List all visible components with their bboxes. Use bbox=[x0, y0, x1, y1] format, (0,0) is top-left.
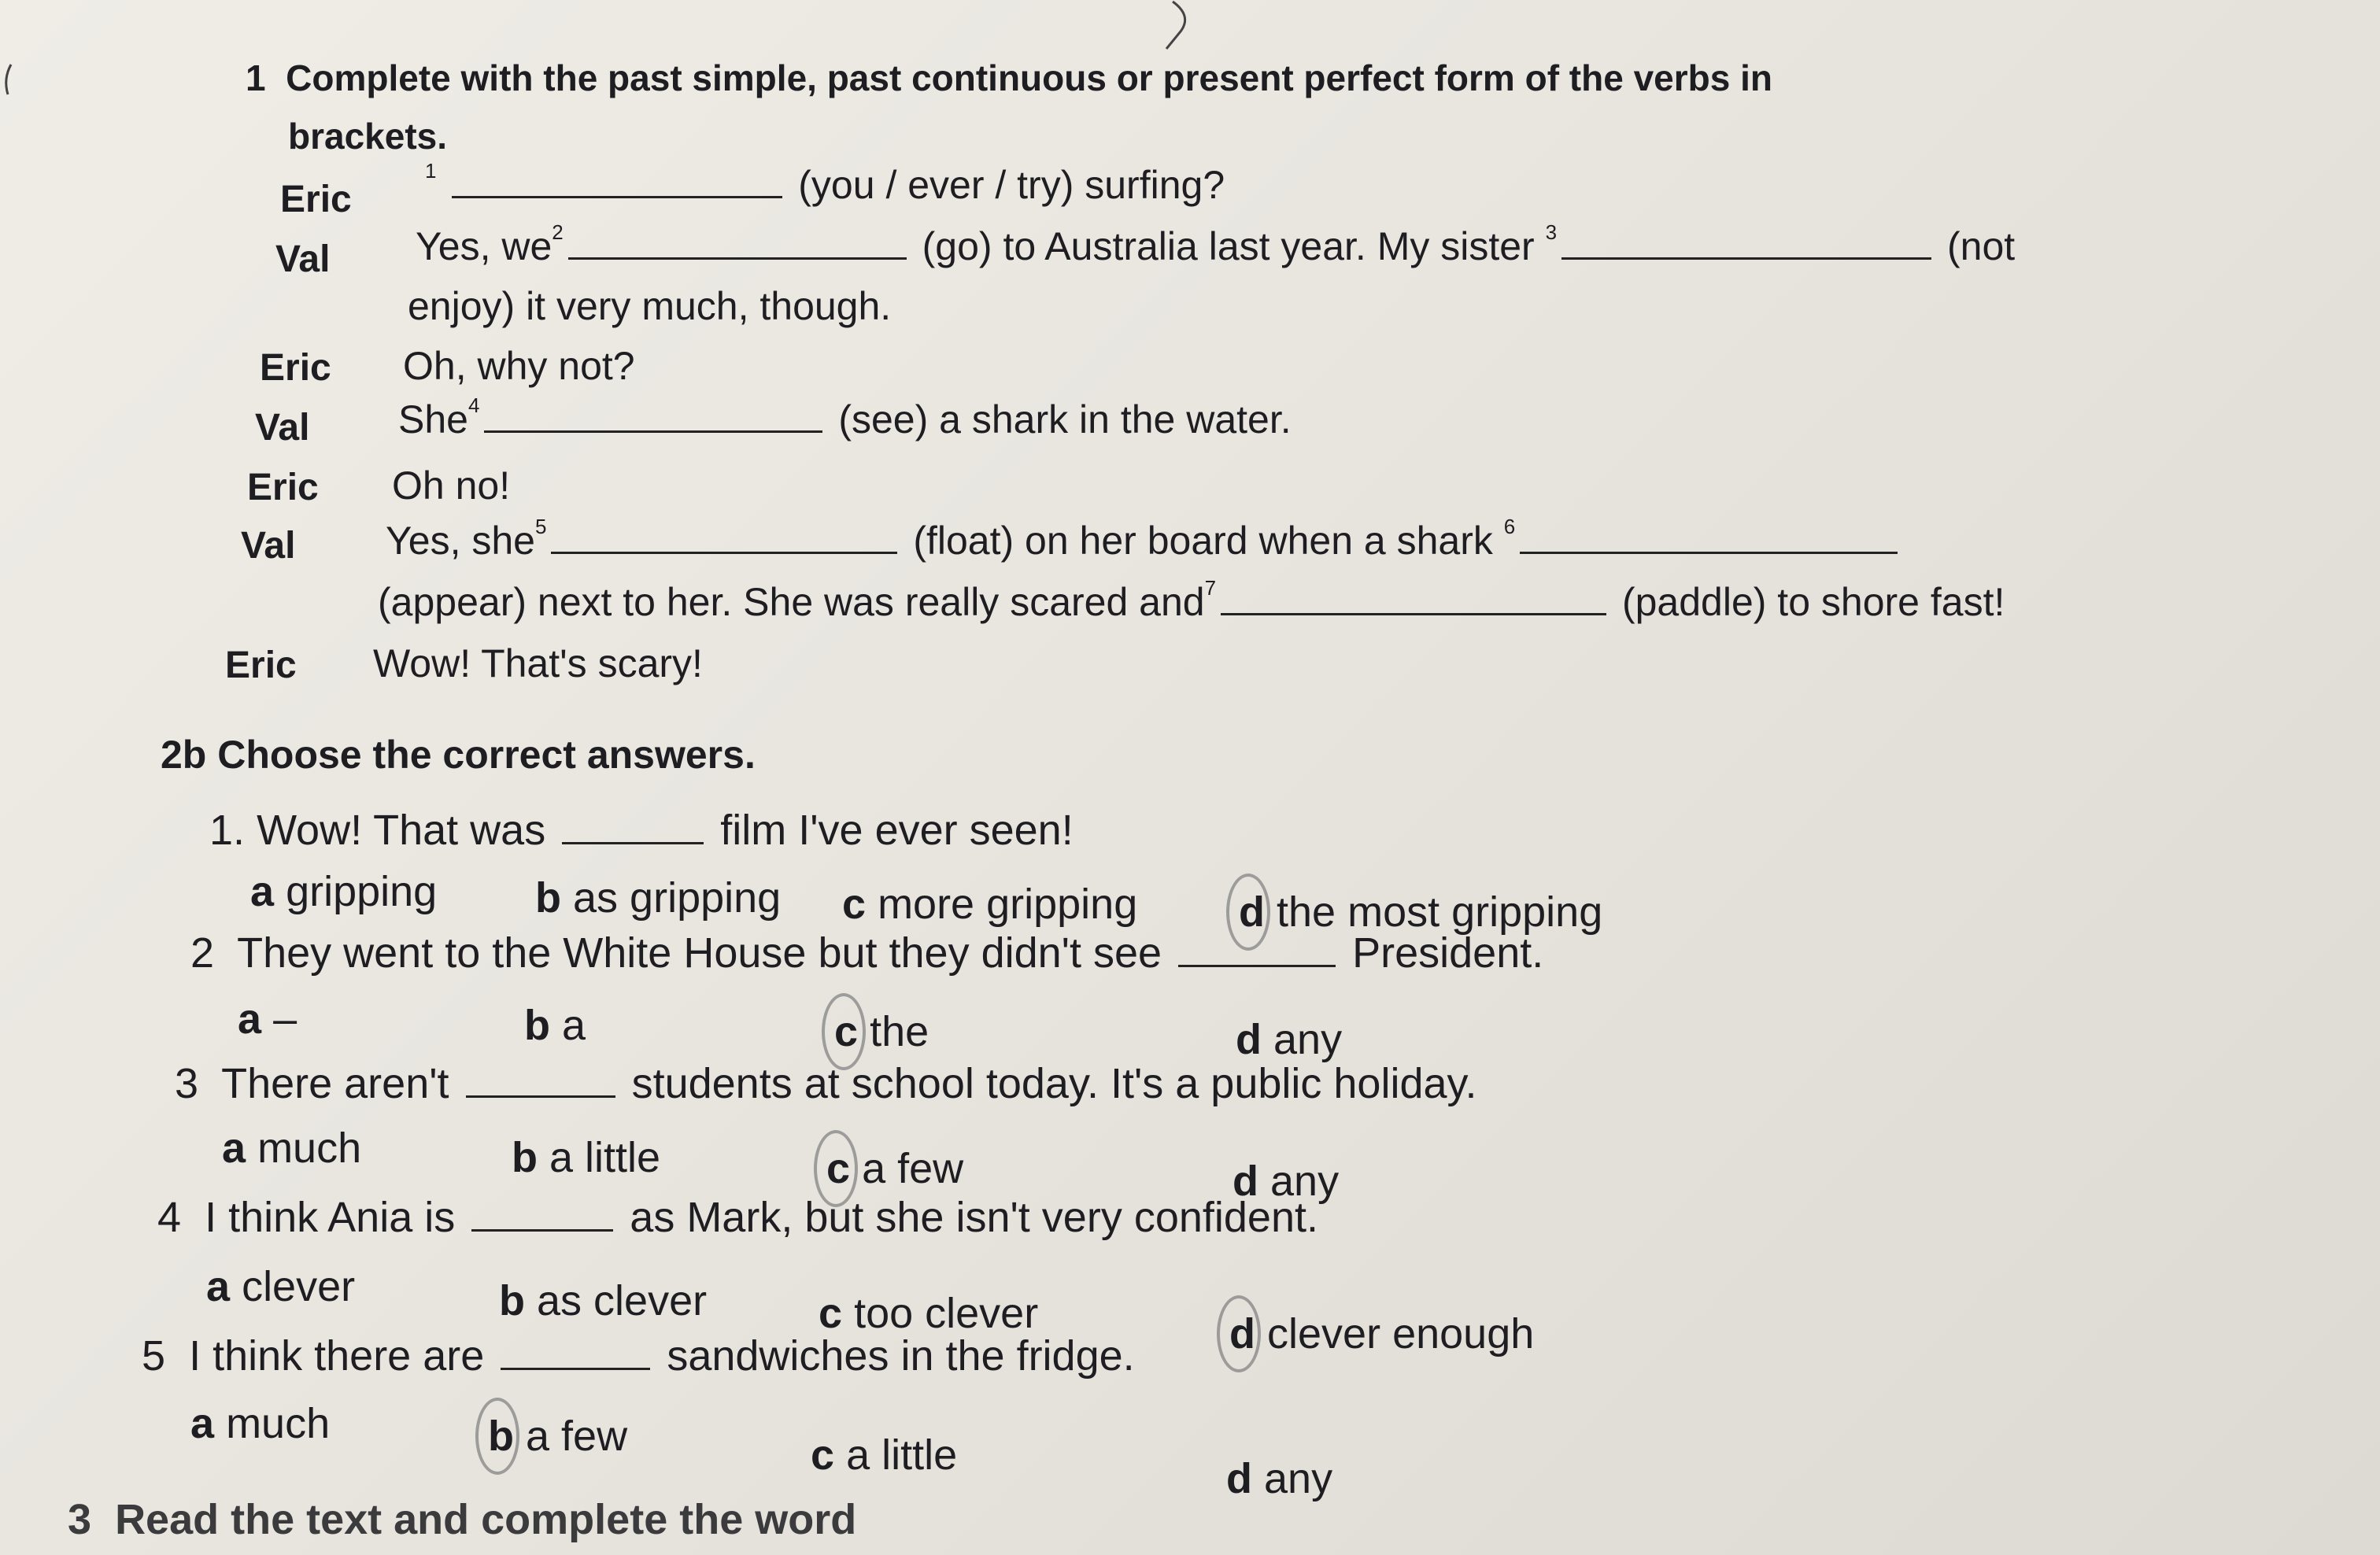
option-text: the most gripping bbox=[1277, 888, 1603, 936]
dialogue-line-1 bbox=[425, 159, 1225, 208]
ex1-instruction-line1: Complete with the past simple, past continuous or present perfect form of the verbs in bbox=[286, 57, 1772, 98]
answer-blank-q5[interactable] bbox=[501, 1336, 650, 1370]
option-letter: b bbox=[512, 1134, 538, 1181]
line-text: (appear) next to her. She was really scared and bbox=[378, 580, 1205, 624]
question-number: 4 bbox=[157, 1194, 182, 1241]
option-2a[interactable] bbox=[238, 995, 297, 1043]
option-text: too clever bbox=[854, 1290, 1039, 1337]
question-text: Wow! That was bbox=[257, 807, 546, 854]
answer-blank-5[interactable] bbox=[551, 520, 897, 554]
line-text: (you / ever / try) surfing? bbox=[798, 163, 1225, 207]
option-2b[interactable] bbox=[524, 1001, 586, 1050]
question-4 bbox=[157, 1193, 1318, 1242]
option-2d[interactable] bbox=[1236, 1015, 1342, 1064]
option-1c[interactable] bbox=[842, 880, 1137, 929]
option-text: any bbox=[1270, 1158, 1340, 1205]
option-text: any bbox=[1264, 1455, 1333, 1502]
dialogue-line-2 bbox=[416, 220, 2016, 269]
gap-number: 1 bbox=[425, 159, 437, 183]
question-number: 2 bbox=[190, 929, 215, 977]
ex1-instruction bbox=[246, 57, 1772, 99]
option-text: a few bbox=[862, 1145, 964, 1192]
option-letter: a bbox=[190, 1400, 215, 1447]
option-letter: d bbox=[1232, 1158, 1258, 1205]
option-4a[interactable] bbox=[206, 1262, 355, 1311]
option-1b[interactable] bbox=[535, 874, 781, 922]
ex2-instruction-text: Choose the correct answers. bbox=[217, 733, 756, 777]
speaker-val: Val bbox=[255, 407, 310, 449]
line-text: Yes, we bbox=[416, 224, 552, 268]
ex1-number: 1 bbox=[246, 57, 266, 98]
question-2 bbox=[190, 929, 1543, 977]
gap-number: 7 bbox=[1204, 576, 1217, 600]
option-text: a bbox=[562, 1002, 586, 1049]
answer-circle-mark bbox=[1217, 1295, 1261, 1372]
ex3-instruction-text: Read the text and complete the word bbox=[115, 1496, 857, 1543]
question-number: 3 bbox=[175, 1060, 199, 1107]
question-3 bbox=[175, 1059, 1477, 1108]
option-text: a few bbox=[526, 1413, 628, 1460]
option-3a[interactable] bbox=[222, 1124, 361, 1173]
dialogue-line-2-cont: enjoy) it very much, though. bbox=[408, 284, 892, 328]
line-text: She bbox=[398, 397, 468, 441]
speaker-eric: Eric bbox=[225, 645, 297, 686]
answer-blank-q1[interactable] bbox=[562, 811, 704, 844]
dialogue-line-3: Oh, why not? bbox=[403, 344, 635, 388]
answer-blank-1[interactable] bbox=[452, 164, 782, 198]
line-text: (go) to Australia last year. My sister bbox=[922, 224, 1535, 268]
option-text: as gripping bbox=[573, 874, 782, 922]
answer-blank-7[interactable] bbox=[1221, 582, 1606, 615]
option-text: more gripping bbox=[878, 881, 1138, 928]
question-text: as Mark, but she isn't very confident. bbox=[630, 1194, 1318, 1241]
speaker-val: Val bbox=[241, 525, 296, 567]
question-5 bbox=[142, 1332, 1135, 1380]
option-5b[interactable] bbox=[488, 1412, 627, 1461]
option-4b[interactable] bbox=[499, 1276, 707, 1325]
option-text: a little bbox=[846, 1431, 958, 1479]
option-letter: c bbox=[811, 1431, 835, 1479]
option-letter: b bbox=[488, 1413, 514, 1460]
dialogue-line-7: Wow! That's scary! bbox=[373, 641, 703, 685]
question-text: President. bbox=[1352, 929, 1544, 977]
option-letter: a bbox=[222, 1125, 246, 1172]
option-text: – bbox=[273, 995, 298, 1043]
option-4d[interactable] bbox=[1229, 1309, 1534, 1358]
answer-blank-4[interactable] bbox=[484, 399, 822, 433]
question-text: I think Ania is bbox=[205, 1194, 456, 1241]
option-3c[interactable] bbox=[826, 1144, 963, 1193]
option-letter: a bbox=[206, 1263, 231, 1310]
question-number: 5 bbox=[142, 1332, 166, 1380]
pen-mark-top bbox=[1157, 0, 1204, 55]
question-text: There aren't bbox=[221, 1060, 449, 1107]
option-letter: b bbox=[499, 1277, 525, 1324]
option-letter: d bbox=[1236, 1016, 1262, 1063]
option-1a[interactable] bbox=[250, 867, 437, 916]
option-letter: c bbox=[834, 1008, 859, 1055]
dialogue-line-6 bbox=[386, 515, 1902, 563]
option-letter: c bbox=[819, 1290, 843, 1337]
ex3-instruction bbox=[68, 1495, 856, 1544]
question-1 bbox=[209, 806, 1074, 855]
line-text: (not bbox=[1947, 224, 2016, 268]
option-letter: c bbox=[842, 881, 867, 928]
answer-blank-2[interactable] bbox=[568, 226, 907, 260]
question-text: They went to the White House but they didn't see bbox=[237, 929, 1162, 977]
gap-number: 6 bbox=[1503, 515, 1516, 539]
answer-blank-q4[interactable] bbox=[471, 1198, 613, 1232]
option-text: any bbox=[1273, 1016, 1343, 1063]
option-text: much bbox=[257, 1125, 362, 1172]
line-text: (paddle) to shore fast! bbox=[1621, 580, 2005, 624]
option-text: a little bbox=[549, 1134, 661, 1181]
gap-number: 3 bbox=[1545, 220, 1558, 245]
option-2c[interactable] bbox=[834, 1007, 929, 1056]
dialogue-line-5: Oh no! bbox=[392, 464, 511, 508]
option-text: clever bbox=[242, 1263, 356, 1310]
speaker-eric: Eric bbox=[260, 347, 331, 389]
answer-blank-q2[interactable] bbox=[1178, 933, 1336, 967]
question-number: 1. bbox=[209, 807, 246, 854]
option-5a[interactable] bbox=[190, 1399, 330, 1448]
answer-blank-3[interactable] bbox=[1561, 226, 1931, 260]
option-3b[interactable] bbox=[512, 1133, 660, 1182]
option-text: the bbox=[870, 1008, 929, 1055]
ex2-instruction bbox=[161, 732, 756, 778]
option-letter: d bbox=[1239, 888, 1265, 936]
speaker-eric: Eric bbox=[280, 179, 352, 220]
pen-mark-left bbox=[0, 63, 24, 110]
option-letter: d bbox=[1229, 1310, 1255, 1357]
option-5c[interactable] bbox=[811, 1431, 957, 1479]
option-letter: b bbox=[524, 1002, 550, 1049]
option-letter: a bbox=[250, 868, 275, 915]
line-text: (see) a shark in the water. bbox=[838, 397, 1292, 441]
option-letter: d bbox=[1226, 1455, 1252, 1502]
line-text: Yes, she bbox=[386, 519, 535, 563]
question-text: sandwiches in the fridge. bbox=[667, 1332, 1135, 1380]
dialogue-line-4 bbox=[398, 393, 1292, 442]
option-text: as clever bbox=[537, 1277, 708, 1324]
gap-number: 5 bbox=[534, 515, 547, 539]
option-letter: b bbox=[535, 874, 561, 922]
ex3-number: 3 bbox=[68, 1496, 92, 1543]
ex1-instruction-line2: brackets. bbox=[288, 116, 448, 157]
gap-number: 2 bbox=[552, 220, 564, 245]
option-text: gripping bbox=[286, 868, 438, 915]
answer-blank-q3[interactable] bbox=[466, 1064, 615, 1098]
question-text: students at school today. It's a public holiday. bbox=[631, 1060, 1477, 1107]
ex2-number: 2b bbox=[161, 733, 207, 777]
gap-number: 4 bbox=[468, 393, 480, 418]
answer-blank-6[interactable] bbox=[1520, 520, 1898, 554]
answer-circle-mark bbox=[475, 1398, 519, 1475]
speaker-val: Val bbox=[275, 238, 331, 280]
option-text: clever enough bbox=[1267, 1310, 1535, 1357]
question-text: I think there are bbox=[189, 1332, 485, 1380]
question-text: film I've ever seen! bbox=[720, 807, 1074, 854]
option-letter: a bbox=[238, 995, 262, 1043]
speaker-eric: Eric bbox=[247, 467, 319, 508]
option-5d[interactable] bbox=[1226, 1454, 1332, 1503]
line-text: (float) on her board when a shark bbox=[913, 519, 1493, 563]
option-letter: c bbox=[826, 1145, 851, 1192]
option-text: much bbox=[226, 1400, 331, 1447]
dialogue-line-6-cont bbox=[378, 576, 2005, 625]
option-4c[interactable] bbox=[819, 1289, 1038, 1338]
